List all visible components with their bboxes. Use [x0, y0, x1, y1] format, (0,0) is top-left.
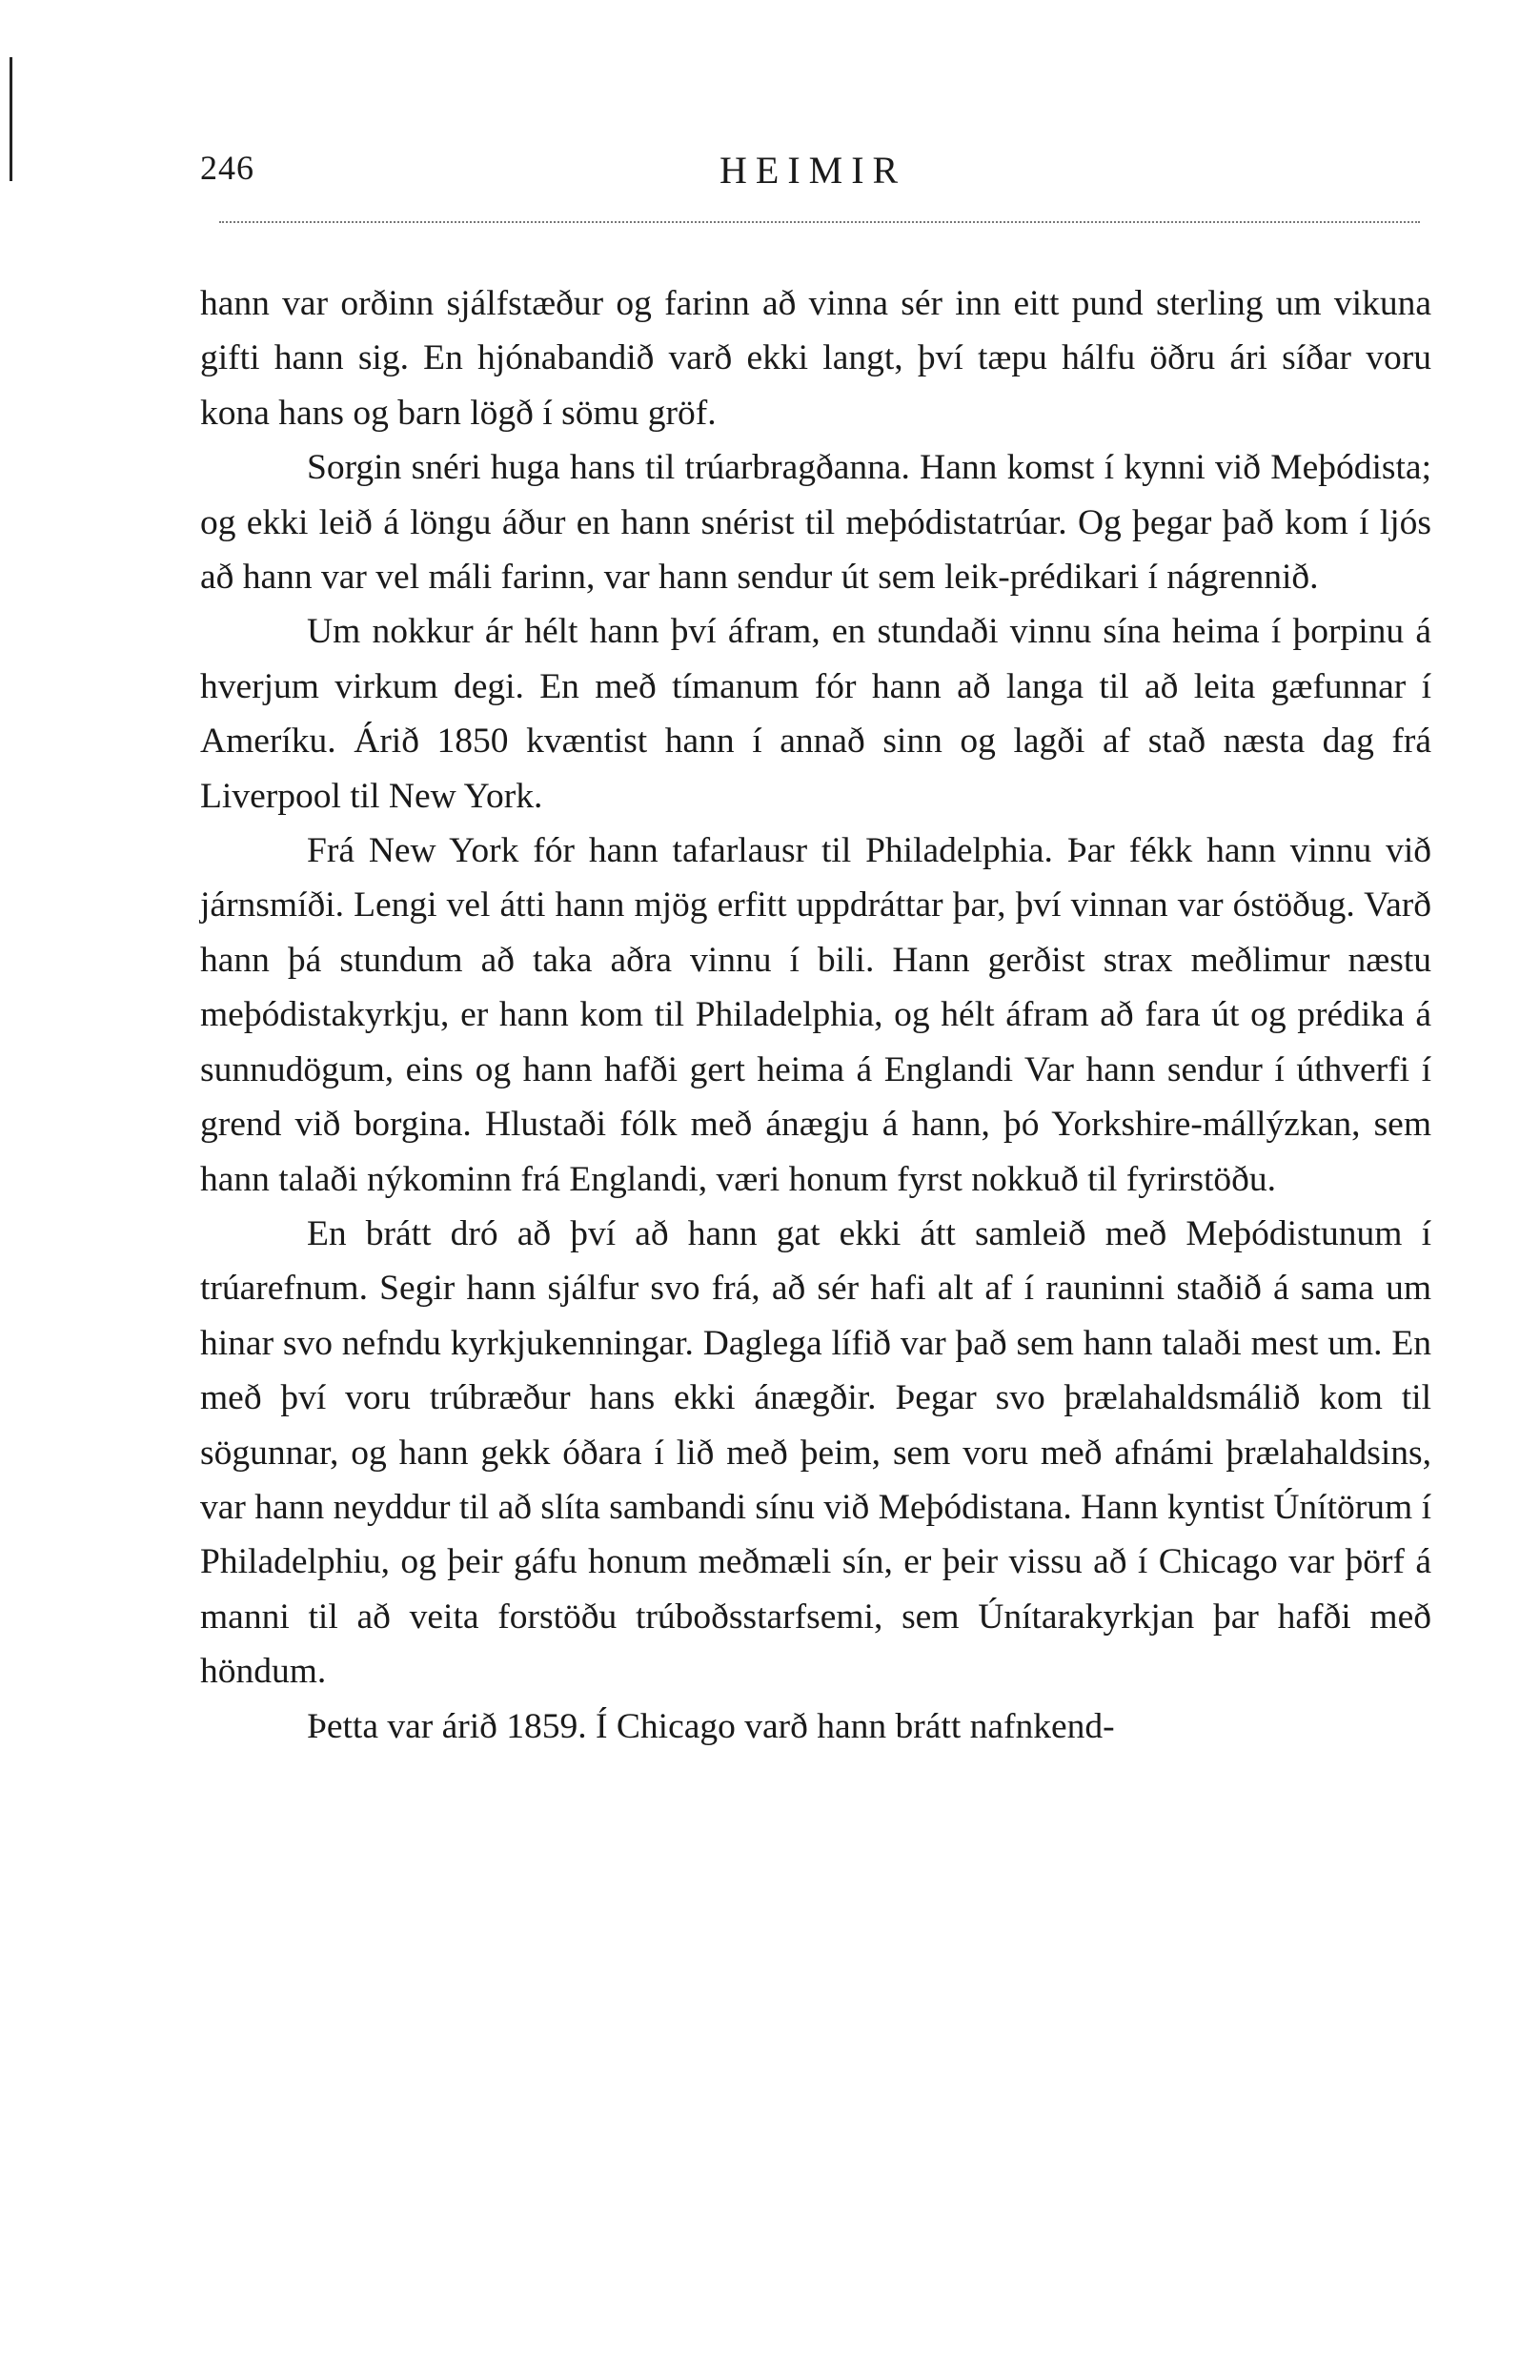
paragraph-2: Sorgin snéri huga hans til trúarbragðanna. Hann komst í kynni við Meþódista; og ekki leið á löngu áður en hann snérist til meþódistatrúar. Og þegar það kom í ljós að hann var vel máli farinn, var hann sendur út sem leik-prédikari í nágrennið.: [200, 448, 1431, 598]
paragraph-4: Frá New York fór hann tafarlausr til Philadelphia. Þar fékk hann vinnu við járnsmíði. Lengi vel átti hann mjög erfitt uppdráttar þar, því vinnan var óstöðug. Varð hann þá stundum að taka aðra vinnu í bili. Hann gerðist strax meðlimur næstu meþódistakyrkju, er hann kom til Philadelphia, og hélt áfram að fara út og prédika á sunnudögum, eins og hann hafði gert heima á Englandi Var hann sendur í úthverfi í grend við borgina. Hlustaði fólk með ánægju á hann, þó Yorkshire-mállýzkan, sem hann talaði nýkominn frá Englandi, væri honum fyrst nokkuð til fyrirstöðu.: [200, 831, 1431, 1199]
page-number: 246: [200, 149, 254, 187]
header-rule: [219, 221, 1420, 223]
paragraph-5: En brátt dró að því að hann gat ekki átt samleið með Meþódistunum í trúarefnum. Segir hann sjálfur svo frá, að sér hafi alt af í rauninni staðið á sama um hinar svo nefndu kyrkjukenningar. Daglega lífið var það sem hann talaði mest um. En með því voru trúbræður hans ekki ánægðir. Þegar svo þrælahaldsmálið kom til sögunnar, og hann gekk óðara í lið með þeim, sem voru með afnámi þrælahaldsins, var hann neyddur til að slíta sambandi sínu við Meþódistana. Hann kyntist Únítörum í Philadelphiu, og þeir gáfu honum meðmæli sín, er þeir vissu að í Chicago var þörf á manni til að veita forstöðu trúboðsstarfsemi, sem Únítarakyrkjan þar hafði með höndum.: [200, 1213, 1431, 1692]
running-header: [200, 148, 1429, 205]
body-text: [200, 276, 1431, 1754]
paragraph-6: Þetta var árið 1859. Í Chicago varð hann brátt nafnkend-: [307, 1706, 1115, 1746]
journal-title: HEIMIR: [719, 149, 907, 192]
paragraph-1: hann var orðinn sjálfstæður og farinn að vinna sér inn eitt pund sterling um vikuna gifti hann sig. En hjónabandið varð ekki langt, því tæpu hálfu öðru ári síðar voru kona hans og barn lögð í sömu gröf.: [200, 284, 1431, 433]
margin-scan-mark: [10, 57, 12, 181]
paragraph-3: Um nokkur ár hélt hann því áfram, en stundaði vinnu sína heima í þorpinu á hverjum virkum degi. En með tímanum fór hann að langa til að leita gæfunnar í Ameríku. Árið 1850 kvæntist hann í annað sinn og lagði af stað næsta dag frá Liverpool til New York.: [200, 612, 1431, 816]
